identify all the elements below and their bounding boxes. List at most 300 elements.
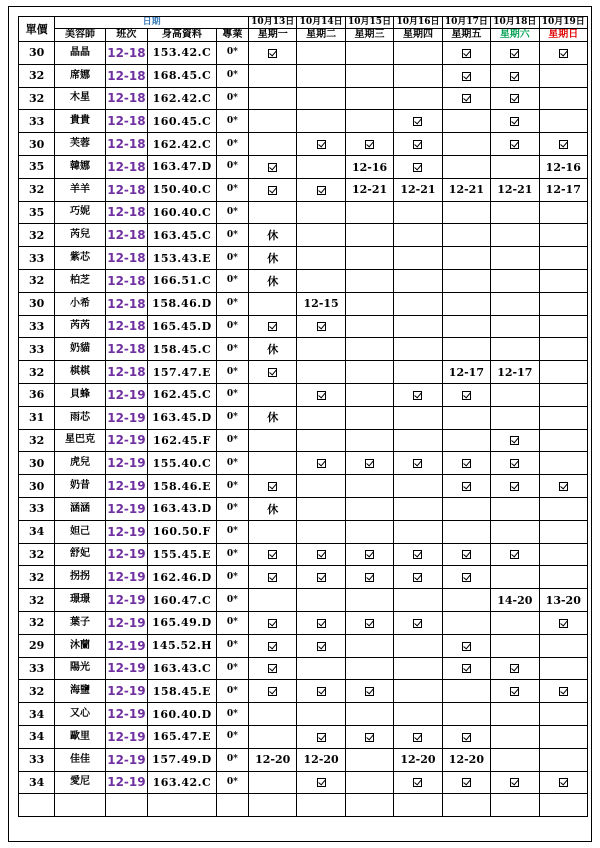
price-cell: 33	[19, 110, 55, 133]
day-cell	[345, 520, 393, 543]
stylist-name-cell: 貴貴	[55, 110, 105, 133]
day-cell	[442, 133, 490, 156]
day-cell	[249, 361, 297, 384]
day-cell	[297, 429, 345, 452]
day-cell	[394, 452, 442, 475]
day-cell	[297, 771, 345, 794]
table-row	[19, 64, 588, 87]
day-cell	[394, 520, 442, 543]
day-cell	[345, 87, 393, 110]
day-cell	[442, 589, 490, 612]
day-cell	[442, 680, 490, 703]
body-info-cell: 157.49.D	[148, 748, 217, 771]
checkbox-checked-icon	[462, 573, 471, 582]
day-cell-text: 12-20	[448, 753, 484, 767]
shift-cell: 12-19	[105, 611, 147, 634]
day-cell	[539, 771, 587, 794]
shift-cell: 12-18	[105, 338, 147, 361]
day-cell	[491, 794, 539, 817]
shift-cell: 12-19	[105, 475, 147, 498]
checkbox-checked-icon	[317, 573, 326, 582]
price-cell: 34	[19, 725, 55, 748]
checkbox-checked-icon	[510, 778, 519, 787]
day-cell	[297, 475, 345, 498]
stylist-name-cell: 小希	[55, 292, 105, 315]
day-cell	[297, 42, 345, 65]
day-cell	[442, 224, 490, 247]
specialty-cell: 0*	[216, 64, 248, 87]
day-cell	[491, 201, 539, 224]
day-cell	[345, 452, 393, 475]
day-cell	[394, 361, 442, 384]
checkbox-checked-icon	[317, 459, 326, 468]
day-cell	[491, 634, 539, 657]
table-row	[19, 794, 588, 817]
day-cell	[249, 133, 297, 156]
day-cell	[491, 589, 539, 612]
weekday-header-saturday: 星期六	[491, 29, 539, 42]
checkbox-checked-icon	[413, 619, 422, 628]
stylist-name-cell: 芙蓉	[55, 133, 105, 156]
day-cell	[491, 771, 539, 794]
day-cell	[394, 680, 442, 703]
table-row	[19, 338, 588, 361]
day-cell	[539, 315, 587, 338]
price-cell: 32	[19, 224, 55, 247]
stylist-name-cell: 席娜	[55, 64, 105, 87]
day-cell	[539, 543, 587, 566]
day-cell	[297, 406, 345, 429]
day-cell	[394, 201, 442, 224]
checkbox-checked-icon	[268, 482, 277, 491]
table-row	[19, 634, 588, 657]
day-cell	[491, 155, 539, 178]
price-cell	[19, 794, 55, 817]
checkbox-checked-icon	[365, 459, 374, 468]
price-cell: 32	[19, 64, 55, 87]
day-cell	[249, 634, 297, 657]
day-cell	[345, 634, 393, 657]
day-cell-text: 12-20	[400, 753, 436, 767]
shift-cell: 12-19	[105, 520, 147, 543]
body-info-cell: 162.46.D	[148, 566, 217, 589]
price-cell: 32	[19, 361, 55, 384]
checkbox-checked-icon	[510, 550, 519, 559]
specialty-cell: 0*	[216, 133, 248, 156]
day-cell	[249, 247, 297, 270]
checkbox-checked-icon	[413, 391, 422, 400]
stylist-name-cell: 芮兒	[55, 224, 105, 247]
stylist-name-cell: 貝蜂	[55, 383, 105, 406]
day-cell	[442, 520, 490, 543]
table-row	[19, 566, 588, 589]
day-cell	[491, 452, 539, 475]
day-cell	[345, 110, 393, 133]
day-cell	[249, 315, 297, 338]
day-cell	[297, 201, 345, 224]
date-header: 10月18日	[491, 17, 539, 29]
day-cell	[491, 406, 539, 429]
day-cell	[249, 794, 297, 817]
day-cell	[345, 383, 393, 406]
checkbox-checked-icon	[510, 72, 519, 81]
day-cell	[297, 383, 345, 406]
day-cell	[442, 269, 490, 292]
stylist-name-cell: 棋棋	[55, 361, 105, 384]
checkbox-checked-icon	[413, 778, 422, 787]
day-cell	[442, 611, 490, 634]
day-cell	[297, 87, 345, 110]
day-cell	[394, 224, 442, 247]
body-info-cell: 165.47.E	[148, 725, 217, 748]
day-cell	[539, 247, 587, 270]
day-cell	[345, 703, 393, 726]
day-cell	[394, 429, 442, 452]
price-cell: 32	[19, 178, 55, 201]
day-cell	[297, 361, 345, 384]
shift-cell: 12-18	[105, 269, 147, 292]
specialty-cell: 0*	[216, 680, 248, 703]
shift-cell: 12-18	[105, 201, 147, 224]
price-cell: 34	[19, 520, 55, 543]
price-cell: 32	[19, 611, 55, 634]
day-cell	[539, 429, 587, 452]
day-cell	[491, 611, 539, 634]
day-cell	[442, 315, 490, 338]
day-cell	[345, 42, 393, 65]
day-cell	[249, 224, 297, 247]
shift-cell: 12-19	[105, 406, 147, 429]
day-cell	[539, 383, 587, 406]
day-cell-text: 12-20	[255, 753, 291, 767]
shift-cell: 12-19	[105, 566, 147, 589]
day-cell	[442, 748, 490, 771]
body-info-cell: 163.43.C	[148, 657, 217, 680]
price-cell: 33	[19, 315, 55, 338]
day-cell	[394, 497, 442, 520]
day-cell	[539, 452, 587, 475]
checkbox-checked-icon	[365, 733, 374, 742]
table-row	[19, 520, 588, 543]
day-cell	[249, 452, 297, 475]
price-cell: 30	[19, 452, 55, 475]
shift-cell: 12-19	[105, 634, 147, 657]
day-cell	[539, 292, 587, 315]
day-cell	[442, 475, 490, 498]
table-row	[19, 429, 588, 452]
day-cell	[539, 155, 587, 178]
shift-cell: 12-19	[105, 383, 147, 406]
price-cell: 32	[19, 680, 55, 703]
shift-cell: 12-19	[105, 589, 147, 612]
day-cell	[249, 771, 297, 794]
day-cell	[394, 634, 442, 657]
day-cell	[297, 520, 345, 543]
checkbox-checked-icon	[317, 733, 326, 742]
body-info-cell: 160.45.C	[148, 110, 217, 133]
body-info-cell: 153.42.C	[148, 42, 217, 65]
shift-cell: 12-18	[105, 42, 147, 65]
specialty-cell: 0*	[216, 406, 248, 429]
day-cell	[491, 657, 539, 680]
checkbox-checked-icon	[413, 163, 422, 172]
specialty-cell: 0*	[216, 657, 248, 680]
price-cell: 32	[19, 429, 55, 452]
day-cell	[442, 725, 490, 748]
day-cell	[345, 201, 393, 224]
price-cell: 36	[19, 383, 55, 406]
checkbox-checked-icon	[268, 687, 277, 696]
specialty-cell	[216, 794, 248, 817]
day-cell	[249, 406, 297, 429]
shift-cell: 12-18	[105, 178, 147, 201]
day-cell	[249, 64, 297, 87]
day-cell	[249, 155, 297, 178]
day-cell	[345, 406, 393, 429]
checkbox-checked-icon	[317, 391, 326, 400]
date-group-header: 日期	[55, 17, 249, 29]
day-cell	[539, 680, 587, 703]
shift-cell: 12-19	[105, 725, 147, 748]
specialty-cell: 0*	[216, 543, 248, 566]
body-info-cell: 157.47.E	[148, 361, 217, 384]
checkbox-checked-icon	[365, 550, 374, 559]
specialty-cell: 0*	[216, 634, 248, 657]
day-cell	[249, 269, 297, 292]
checkbox-checked-icon	[462, 459, 471, 468]
day-cell	[539, 87, 587, 110]
stylist-name-cell: 璟璟	[55, 589, 105, 612]
day-cell	[249, 566, 297, 589]
day-cell	[249, 110, 297, 133]
day-cell	[345, 725, 393, 748]
body-info-cell: 158.45.E	[148, 680, 217, 703]
checkbox-checked-icon	[268, 664, 277, 673]
day-cell	[345, 589, 393, 612]
checkbox-checked-icon	[462, 72, 471, 81]
day-cell	[442, 634, 490, 657]
checkbox-checked-icon	[559, 482, 568, 491]
day-cell	[345, 543, 393, 566]
day-cell	[394, 315, 442, 338]
day-cell	[249, 725, 297, 748]
shift-cell: 12-19	[105, 452, 147, 475]
body-info-cell: 158.45.C	[148, 338, 217, 361]
body-info-cell: 163.45.C	[148, 224, 217, 247]
day-cell-text: 休	[267, 411, 279, 425]
day-cell	[491, 269, 539, 292]
body-info-cell: 155.45.E	[148, 543, 217, 566]
day-cell	[394, 292, 442, 315]
day-cell	[297, 794, 345, 817]
day-cell	[249, 338, 297, 361]
date-header: 10月16日	[394, 17, 442, 29]
stylist-name-cell: 雨芯	[55, 406, 105, 429]
price-cell: 32	[19, 87, 55, 110]
day-cell	[249, 543, 297, 566]
day-cell	[394, 589, 442, 612]
day-cell	[539, 201, 587, 224]
day-cell-text: 14-20	[497, 593, 533, 607]
table-row	[19, 657, 588, 680]
shift-cell: 12-18	[105, 292, 147, 315]
stylist-name-cell: 葉子	[55, 611, 105, 634]
shift-cell: 12-18	[105, 64, 147, 87]
day-cell	[442, 247, 490, 270]
checkbox-checked-icon	[559, 49, 568, 58]
day-cell	[394, 64, 442, 87]
day-cell	[491, 383, 539, 406]
table-row	[19, 201, 588, 224]
day-cell	[345, 429, 393, 452]
day-cell	[345, 133, 393, 156]
day-cell	[345, 269, 393, 292]
specialty-cell: 0*	[216, 269, 248, 292]
day-cell	[297, 589, 345, 612]
day-cell	[297, 497, 345, 520]
day-cell-text: 休	[267, 274, 279, 288]
checkbox-checked-icon	[365, 140, 374, 149]
day-cell	[345, 771, 393, 794]
day-cell	[442, 155, 490, 178]
day-cell	[394, 771, 442, 794]
table-row	[19, 771, 588, 794]
day-cell	[249, 703, 297, 726]
stylist-name-cell: 愛尼	[55, 771, 105, 794]
day-cell	[249, 589, 297, 612]
day-cell	[491, 703, 539, 726]
day-cell	[297, 224, 345, 247]
day-cell	[297, 748, 345, 771]
table-row	[19, 133, 588, 156]
stylist-name-cell: 又心	[55, 703, 105, 726]
day-cell	[394, 133, 442, 156]
weekday-header: 星期四	[394, 29, 442, 42]
day-cell	[539, 657, 587, 680]
day-cell	[539, 178, 587, 201]
checkbox-checked-icon	[462, 49, 471, 58]
table-row	[19, 247, 588, 270]
day-cell	[539, 133, 587, 156]
specialty-cell: 0*	[216, 361, 248, 384]
day-cell	[394, 611, 442, 634]
price-cell: 34	[19, 703, 55, 726]
checkbox-checked-icon	[510, 117, 519, 126]
checkbox-checked-icon	[413, 733, 422, 742]
day-cell	[491, 42, 539, 65]
specialty-cell: 0*	[216, 520, 248, 543]
day-cell	[539, 703, 587, 726]
day-cell	[539, 361, 587, 384]
specialty-cell: 0*	[216, 703, 248, 726]
specialty-header: 專業	[216, 29, 248, 42]
day-cell	[297, 634, 345, 657]
day-cell	[442, 771, 490, 794]
checkbox-checked-icon	[510, 94, 519, 103]
stylist-name-cell: 佳佳	[55, 748, 105, 771]
day-cell	[442, 497, 490, 520]
day-cell	[345, 748, 393, 771]
day-cell	[249, 178, 297, 201]
specialty-cell: 0*	[216, 725, 248, 748]
schedule-body	[19, 42, 588, 817]
day-cell	[297, 269, 345, 292]
table-row	[19, 224, 588, 247]
checkbox-checked-icon	[462, 94, 471, 103]
checkbox-checked-icon	[268, 186, 277, 195]
day-cell-text: 12-17	[545, 183, 581, 197]
day-cell	[442, 452, 490, 475]
checkbox-checked-icon	[317, 687, 326, 696]
price-header: 單價	[19, 17, 55, 42]
checkbox-checked-icon	[365, 687, 374, 696]
body-info-cell	[148, 794, 217, 817]
day-cell	[345, 361, 393, 384]
specialty-cell: 0*	[216, 566, 248, 589]
day-cell	[442, 110, 490, 133]
specialty-cell: 0*	[216, 475, 248, 498]
stylist-name-cell: 奶貓	[55, 338, 105, 361]
checkbox-checked-icon	[559, 140, 568, 149]
day-cell	[442, 543, 490, 566]
day-cell	[539, 611, 587, 634]
day-cell	[394, 338, 442, 361]
checkbox-checked-icon	[268, 619, 277, 628]
checkbox-checked-icon	[268, 49, 277, 58]
day-cell	[297, 292, 345, 315]
day-cell	[394, 794, 442, 817]
checkbox-checked-icon	[462, 778, 471, 787]
specialty-cell: 0*	[216, 178, 248, 201]
checkbox-checked-icon	[510, 436, 519, 445]
stylist-header: 美容師	[55, 29, 105, 42]
body-info-cell: 155.40.C	[148, 452, 217, 475]
weekday-header-sunday: 星期日	[539, 29, 587, 42]
stylist-name-cell: 韓娜	[55, 155, 105, 178]
shift-cell: 12-19	[105, 680, 147, 703]
day-cell	[249, 87, 297, 110]
day-cell	[249, 383, 297, 406]
day-cell	[345, 611, 393, 634]
day-cell	[394, 383, 442, 406]
day-cell	[442, 361, 490, 384]
day-cell	[249, 748, 297, 771]
table-row	[19, 703, 588, 726]
day-cell	[297, 543, 345, 566]
shift-cell: 12-18	[105, 224, 147, 247]
day-cell	[345, 338, 393, 361]
specialty-cell: 0*	[216, 292, 248, 315]
body-info-cell: 162.45.C	[148, 383, 217, 406]
specialty-cell: 0*	[216, 42, 248, 65]
day-cell	[345, 247, 393, 270]
day-cell	[249, 292, 297, 315]
price-cell: 33	[19, 338, 55, 361]
day-cell	[539, 475, 587, 498]
day-cell	[345, 680, 393, 703]
body-info-cell: 153.43.E	[148, 247, 217, 270]
price-cell: 30	[19, 292, 55, 315]
checkbox-checked-icon	[268, 550, 277, 559]
table-row	[19, 383, 588, 406]
day-cell	[539, 64, 587, 87]
day-cell	[491, 497, 539, 520]
price-cell: 31	[19, 406, 55, 429]
stylist-name-cell: 紫芯	[55, 247, 105, 270]
specialty-cell: 0*	[216, 589, 248, 612]
price-cell: 32	[19, 566, 55, 589]
day-cell	[297, 133, 345, 156]
